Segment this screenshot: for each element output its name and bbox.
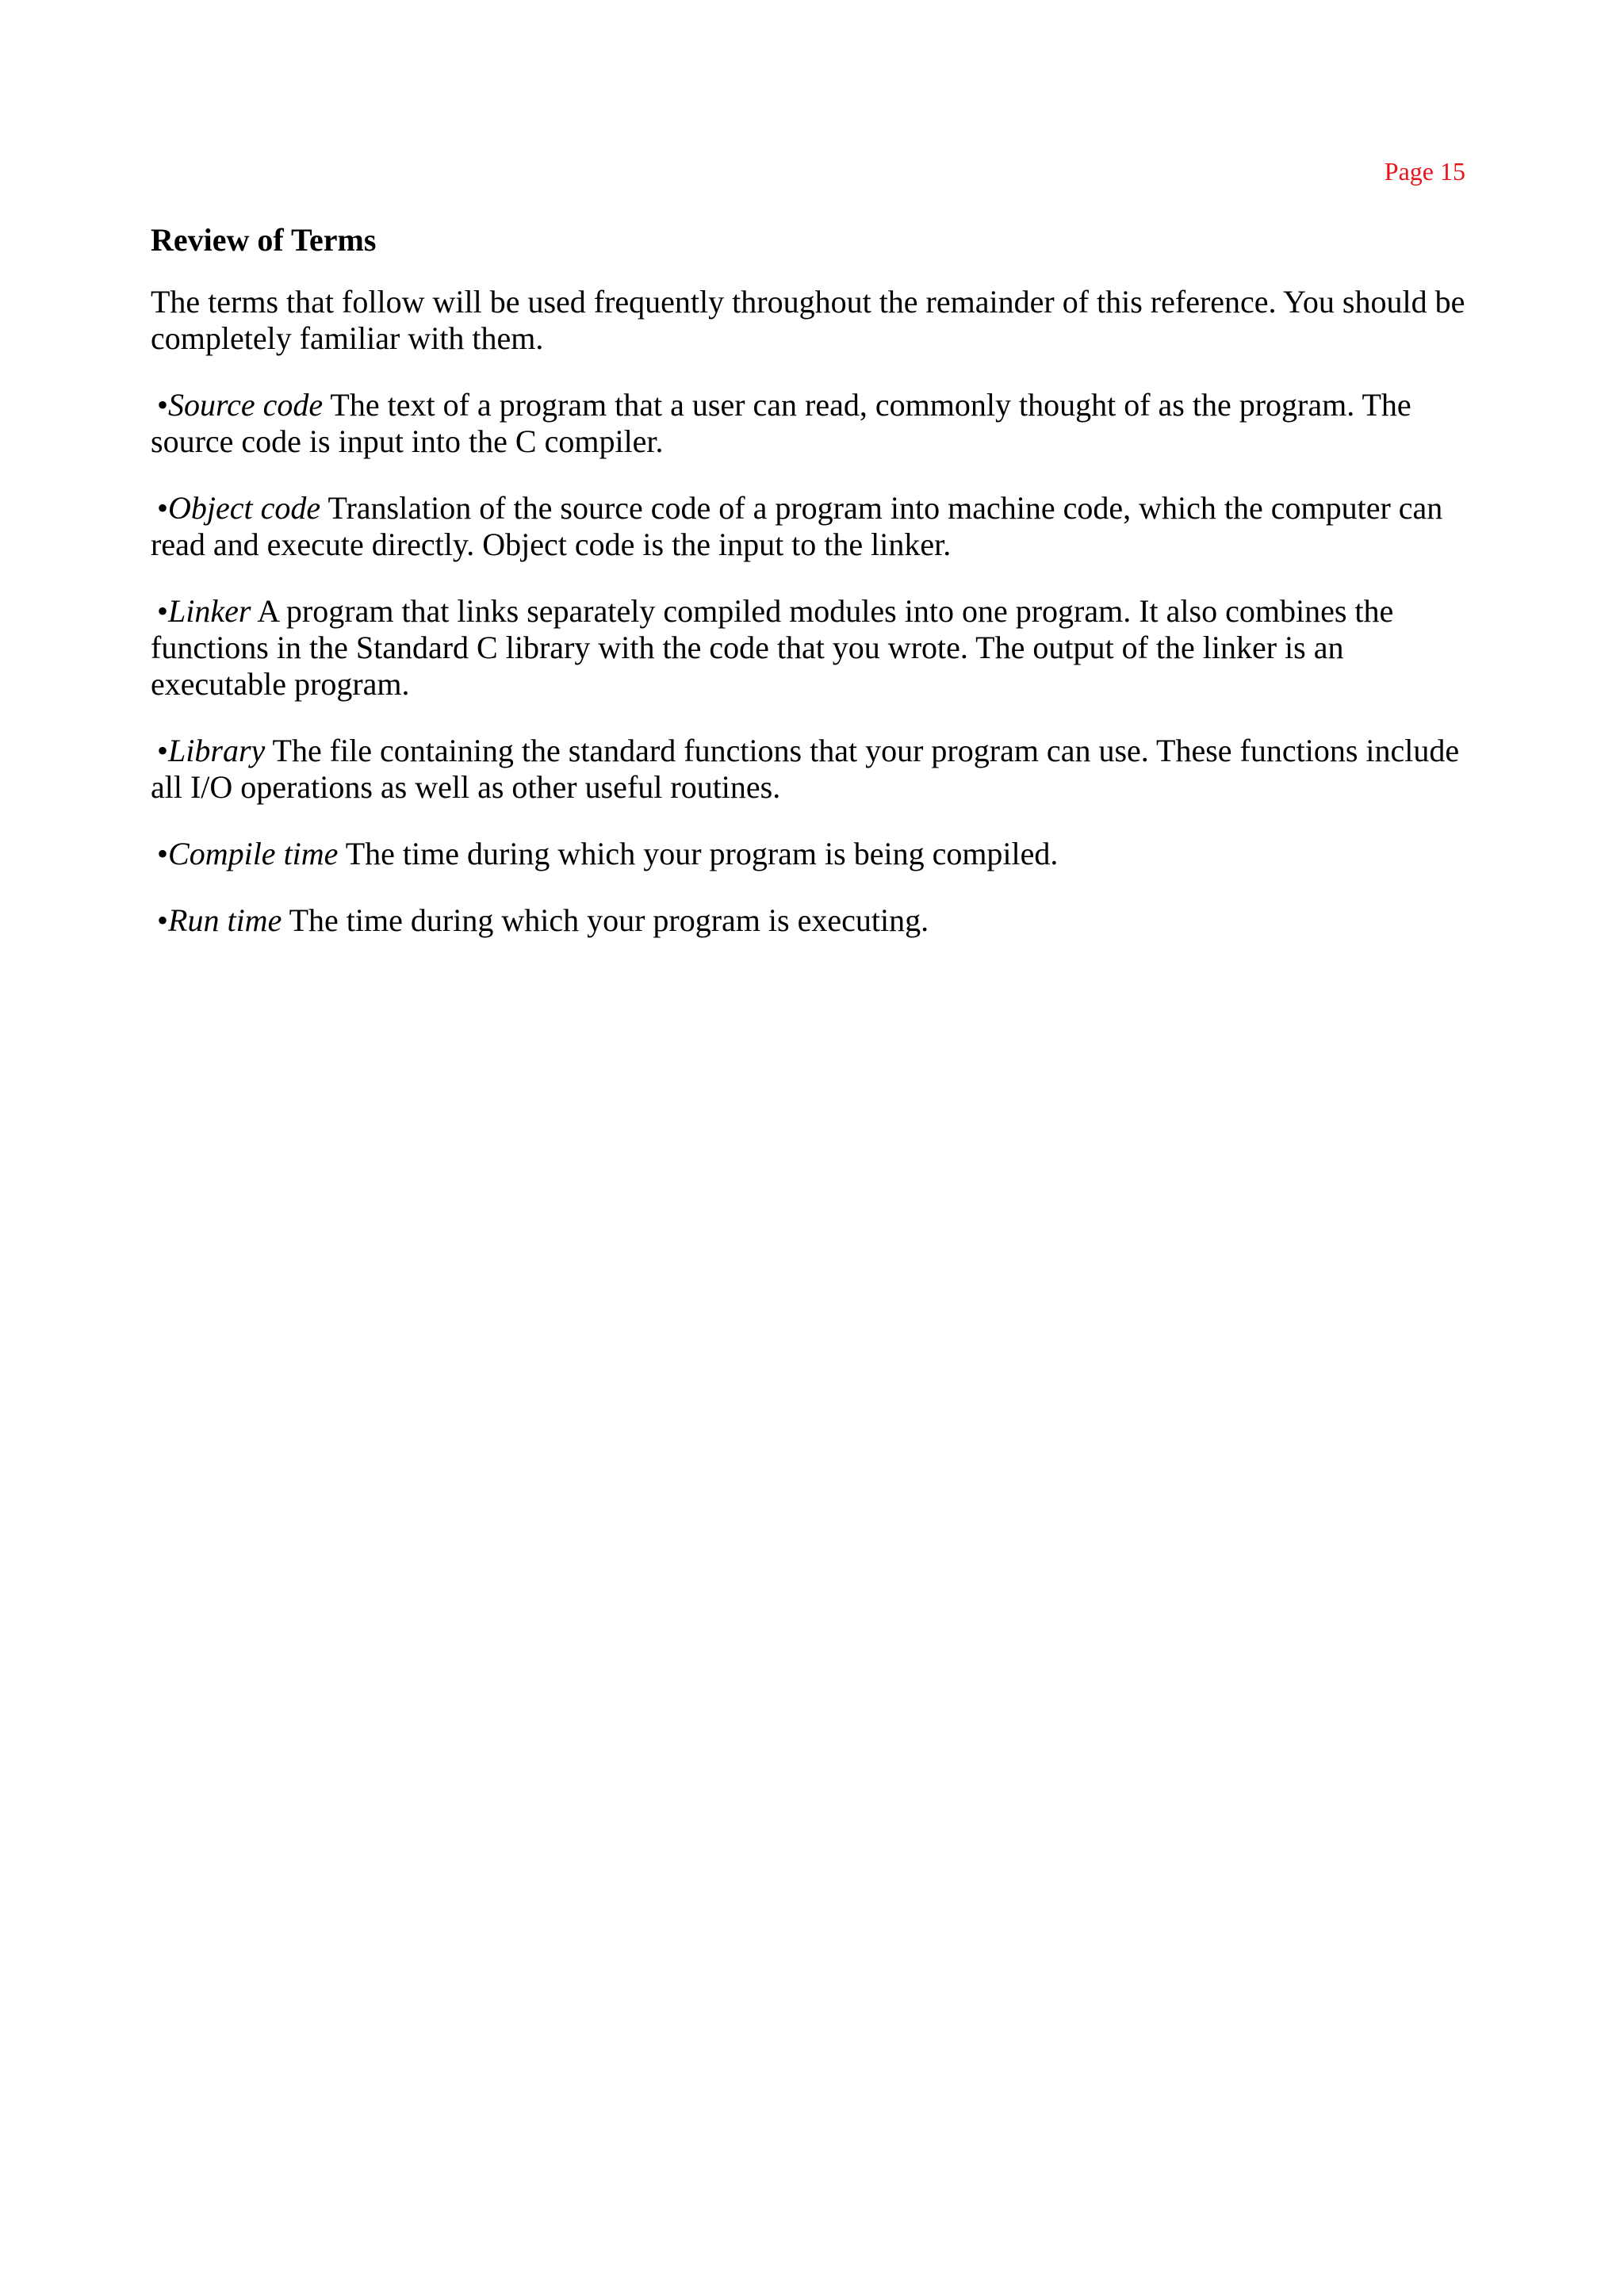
page-number: Page 15 <box>1384 157 1465 186</box>
term-name: Compile time <box>168 836 339 871</box>
bullet: • <box>157 387 169 423</box>
term-definition: The time during which your program is executing. <box>289 902 929 938</box>
section-heading: Review of Terms <box>151 222 377 258</box>
bullet: • <box>157 836 169 871</box>
term-item-linker <box>151 593 1467 703</box>
term-definition: Translation of the source code of a program into machine code, which the computer can read and execute directly. Object code is the input to the linker. <box>151 490 1443 562</box>
term-item-run-time <box>151 902 1467 939</box>
term-definition: The text of a program that a user can read, commonly thought of as the program. The source code is input into the C compiler. <box>151 387 1411 459</box>
bullet: • <box>157 733 169 768</box>
page-content <box>151 220 1467 969</box>
term-name: Source code <box>168 387 324 423</box>
term-name: Linker <box>168 593 251 629</box>
term-name: Library <box>168 733 266 768</box>
term-item-compile-time <box>151 836 1467 872</box>
term-item-object-code <box>151 490 1467 563</box>
term-name: Run time <box>168 902 282 938</box>
intro-paragraph: The terms that follow will be used frequently throughout the remainder of this reference. You should be completely familiar with them. <box>151 284 1465 356</box>
bullet: • <box>157 902 169 938</box>
bullet: • <box>157 490 169 526</box>
term-item-source-code <box>151 387 1467 460</box>
term-item-library <box>151 733 1467 806</box>
bullet: • <box>157 593 169 629</box>
term-name: Object code <box>168 490 321 526</box>
term-definition: A program that links separately compiled modules into one program. It also combines the functions in the Standard C library with the code that you wrote. The output of the linker is an executable program. <box>151 593 1394 702</box>
term-definition: The file containing the standard functions that your program can use. These functions include all I/O operations as well as other useful routines. <box>151 733 1460 805</box>
term-definition: The time during which your program is being compiled. <box>345 836 1059 871</box>
